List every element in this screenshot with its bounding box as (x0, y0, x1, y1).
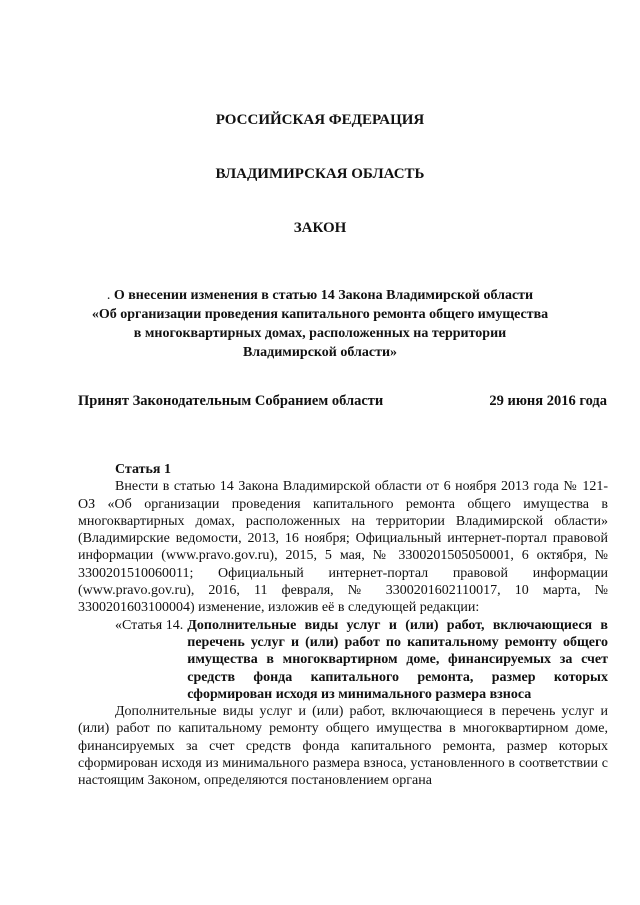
article-1-paragraph: Внести в статью 14 Закона Владимирской области от 6 ноября 2013 года № 121-ОЗ «Об организации проведения капитального ремонта общего имущества в многоквартирных домах, расположенных на территории Владимирской области» (Владимирские ведомости, 2013, 16 ноября; Официальный интернет-портал правовой информации (www.pravo.gov.ru), 2015, 5 мая, № 3300201505050001, 6 октября, № 3300201510060011; Официальный интернет-портал правовой информации (www.pravo.gov.ru), 2016, 11 февраля, № 3300201602110017, 10 марта, № 3300201603100004) изменение, изложив её в следующей редакции: (78, 479, 608, 616)
document-body (78, 461, 608, 790)
article-14-label: «Статья 14. (115, 617, 184, 633)
adoption-date: 29 июня 2016 года (489, 393, 607, 409)
law-title-line: . О внесении изменения в статью 14 Закона Владимирской области (106, 288, 534, 303)
adopted-by: Принят Законодательным Собранием области (78, 393, 384, 409)
region-heading: ВЛАДИМИРСКАЯ ОБЛАСТЬ (215, 166, 425, 182)
article-1-heading: Статья 1 (115, 462, 171, 477)
article-14-paragraph: Дополнительные виды услуг и (или) работ, включающиеся в перечень услуг и (или) работ по капитальному ремонту общего имущества в многоквартирном доме, финансируемых за счет средств фонда капитального ремонта, размер которых сформирован исходя из минимального размера взноса, установленного в соответствии с настоящим Законом, определяются постановлением органа (78, 704, 608, 789)
law-title-line: в многоквартирных домах, расположенных на территории (133, 326, 507, 341)
law-title-line: «Об организации проведения капитального ремонта общего имущества (91, 307, 549, 322)
article-14-heading (78, 617, 608, 703)
stray-mark: . (106, 288, 111, 303)
article-14-title: Дополнительные виды услуг и (или) работ, включающиеся в перечень услуг и (или) работ по капитальному ремонту общего имущества в многоквартирном доме, финансируемых за счет средств фонда капитального ремонта, размер которых сформирован исходя из минимального размера взноса (187, 617, 608, 702)
law-title (60, 286, 580, 362)
adoption-line (78, 393, 607, 410)
law-title-line: Владимирской области» (242, 345, 398, 360)
federation-heading: РОССИЙСКАЯ ФЕДЕРАЦИЯ (215, 112, 425, 128)
law-heading: ЗАКОН (293, 220, 347, 236)
